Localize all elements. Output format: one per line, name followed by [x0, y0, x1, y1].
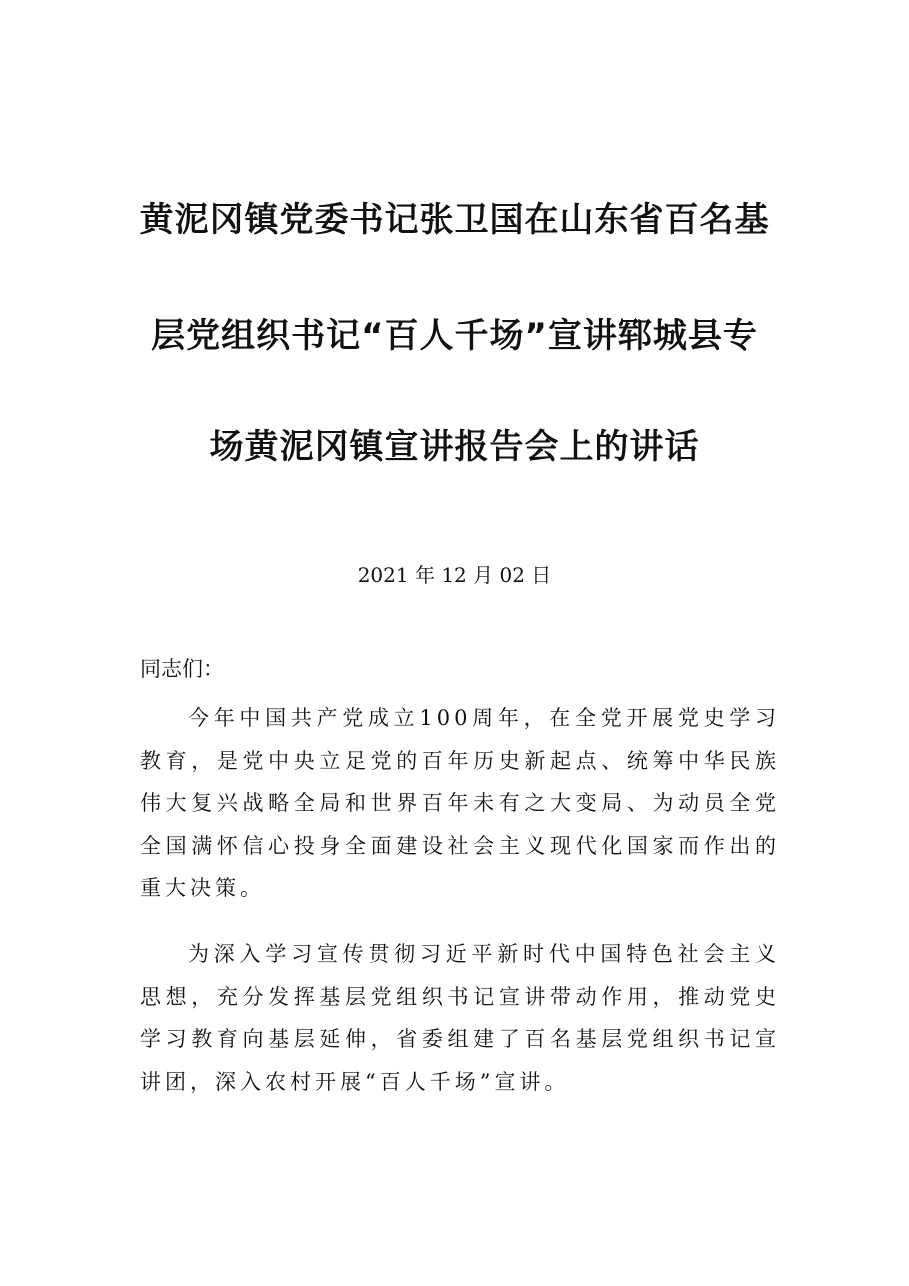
body-paragraph-1: 今年中国共产党成立100周年，在全党开展党史学习教育，是党中央立足党的百年历史新起点、统筹中华民族伟大复兴战略全局和世界百年未有之大变局、为动员全党全国满怀信心投身全面建设社会主义现代化国家而作出的重大决策。	[140, 706, 780, 900]
salutation: 同志们：	[140, 657, 224, 681]
document-title-line-2: 层党组织书记“百人千场”宣讲郓城县专	[151, 316, 758, 356]
document-date: 2021 年 12 月 02 日	[357, 563, 552, 587]
document-title-line-1: 黄泥冈镇党委书记张卫国在山东省百名基	[139, 200, 770, 240]
body-paragraph-2: 为深入学习宣传贯彻习近平新时代中国特色社会主义思想，充分发挥基层党组织书记宣讲带动作用，推动党史学习教育向基层延伸，省委组建了百名基层党组织书记宣讲团，深入农村开展“百人千场”宣讲。	[140, 942, 780, 1094]
document-title-line-3: 场黄泥冈镇宣讲报告会上的讲话	[209, 427, 700, 467]
